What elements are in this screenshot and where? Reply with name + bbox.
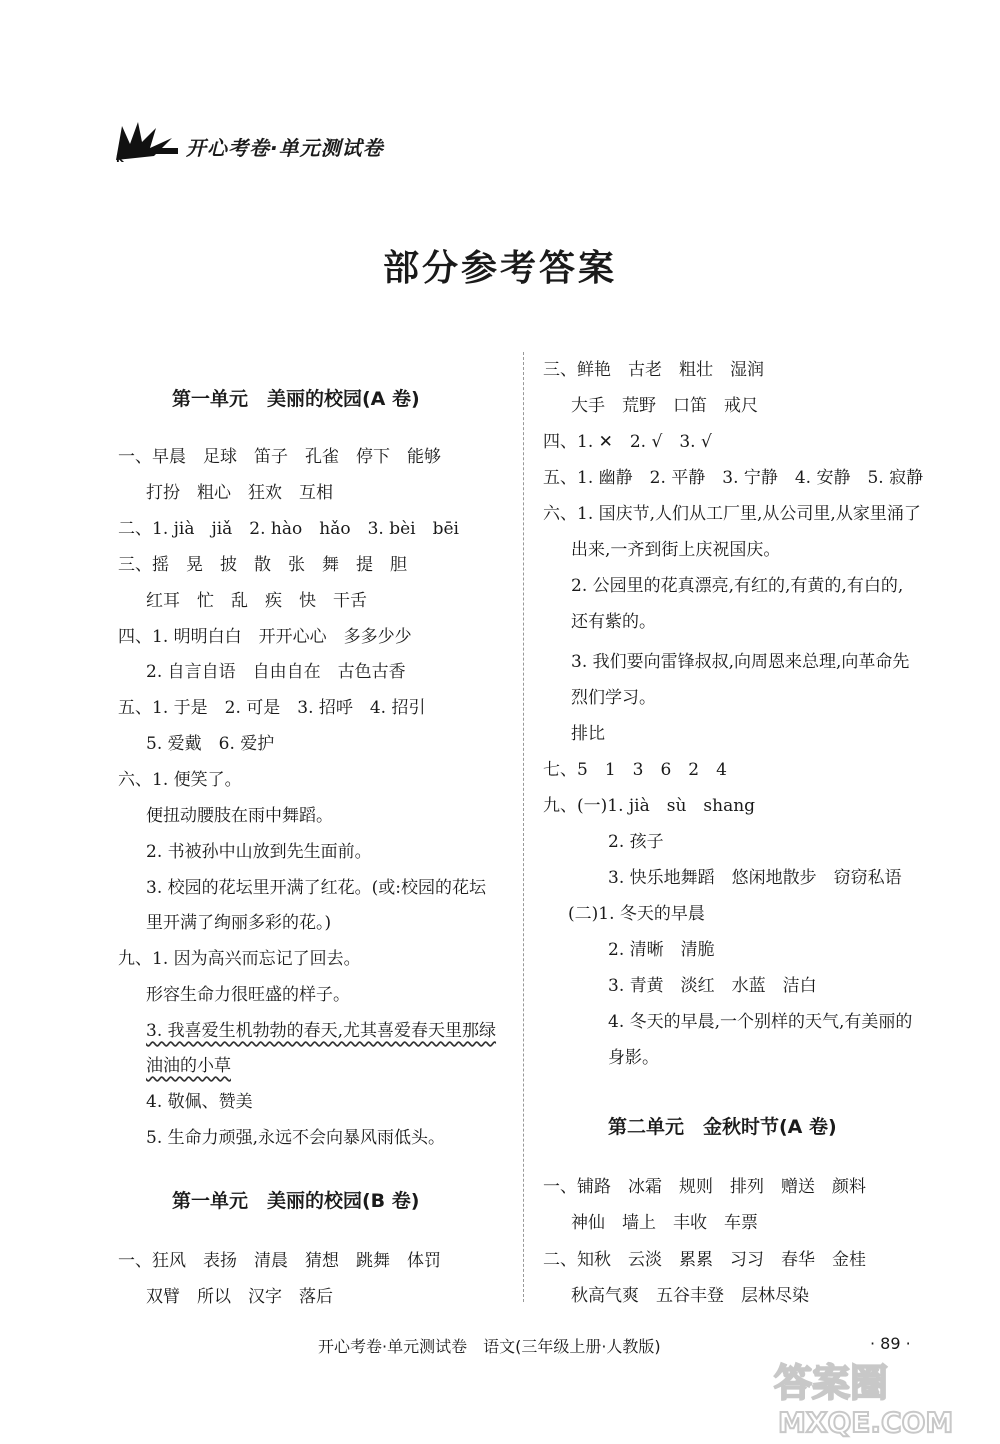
answer-line: 大手 荒野 口笛 戒尺	[571, 396, 758, 416]
answer-line: 2. 书被孙中山放到先生面前。	[146, 842, 372, 862]
answer-line: 一、铺路 冰霜 规则 排列 赠送 颜料	[543, 1177, 866, 1197]
section-heading-unit1-b: 第一单元 美丽的校园(B 卷)	[172, 1190, 420, 1212]
answer-line: 5. 生命力顽强,永远不会向暴风雨低头。	[146, 1128, 446, 1148]
answer-line: 2. 自言自语 自由自在 古色古香	[146, 662, 406, 682]
answer-line: 形容生命力很旺盛的样子。	[146, 985, 350, 1005]
answer-line: 里开满了绚丽多彩的花。)	[146, 913, 332, 933]
answer-line: 神仙 墙上 丰收 车票	[571, 1213, 758, 1233]
header-title: 开心考卷·单元测试卷	[186, 136, 384, 160]
section-heading-unit1-a: 第一单元 美丽的校园(A 卷)	[172, 388, 420, 410]
answer-line: 3. 快乐地舞蹈 悠闲地散步 窃窃私语	[608, 868, 902, 888]
answer-line: 还有紫的。	[571, 612, 656, 632]
answer-line: 九、(一)1. jià sù shang	[543, 796, 756, 816]
footer-text: 开心考卷·单元测试卷 语文(三年级上册·人教版)	[318, 1337, 661, 1356]
answer-line: 4. 敬佩、赞美	[146, 1092, 253, 1112]
answer-line: 六、1. 国庆节,人们从工厂里,从公司里,从家里涌了	[543, 504, 921, 524]
answer-line: 四、1. 明明白白 开开心心 多多少少	[118, 627, 412, 647]
page-title: 部分参考答案	[382, 248, 617, 289]
answer-line: 烈们学习。	[571, 688, 656, 708]
section-heading-unit2-a: 第二单元 金秋时节(A 卷)	[608, 1116, 837, 1138]
answer-line: 3. 青黄 淡红 水蓝 洁白	[608, 976, 817, 996]
answer-line: 打扮 粗心 狂欢 互相	[146, 483, 333, 503]
page-number: · 89 ·	[870, 1334, 911, 1353]
answer-line: 五、1. 于是 2. 可是 3. 招呼 4. 招引	[118, 698, 426, 718]
answer-line: (二)1. 冬天的早晨	[568, 904, 705, 924]
watermark-text-cn: 答案圈	[774, 1361, 889, 1405]
answer-line: 五、1. 幽静 2. 平静 3. 宁静 4. 安静 5. 寂静	[543, 468, 924, 488]
answer-line: 2. 公园里的花真漂亮,有红的,有黄的,有白的,	[571, 576, 904, 596]
answer-line: 七、5 1 3 6 2 4	[543, 760, 727, 780]
brand-logo	[112, 118, 192, 164]
answer-line: 六、1. 便笑了。	[118, 770, 242, 790]
watermark-logo	[760, 1352, 990, 1438]
answer-line: 2. 清晰 清脆	[608, 940, 715, 960]
answer-line: 三、鲜艳 古老 粗壮 湿润	[543, 360, 764, 380]
answer-line: 红耳 忙 乱 疾 快 干舌	[146, 591, 367, 611]
watermark-text-url: MXQE.COM	[778, 1406, 954, 1438]
answer-line: 便扭动腰肢在雨中舞蹈。	[146, 806, 333, 826]
answer-line: 三、摇 晃 披 散 张 舞 提 胆	[118, 555, 407, 575]
answer-line: 4. 冬天的早晨,一个别样的天气,有美丽的	[608, 1012, 913, 1032]
column-divider	[523, 352, 524, 1302]
answer-line: 出来,一齐到街上庆祝国庆。	[571, 540, 781, 560]
svg-text:K: K	[116, 154, 124, 164]
answer-line: 2. 孩子	[608, 832, 664, 852]
answer-line: 3. 校园的花坛里开满了红花。(或:校园的花坛	[146, 878, 486, 898]
answer-line: 二、1. jià jiǎ 2. hào hǎo 3. bèi bēi	[118, 519, 459, 539]
answer-line-underlined: 油油的小草	[146, 1056, 231, 1076]
answer-line: 身影。	[608, 1048, 659, 1068]
answer-line: 一、狂风 表扬 清晨 猜想 跳舞 体罚	[118, 1251, 441, 1271]
answer-line: 九、1. 因为高兴而忘记了回去。	[118, 949, 361, 969]
answer-line: 一、早晨 足球 笛子 孔雀 停下 能够	[118, 447, 441, 467]
answer-line: 5. 爱戴 6. 爱护	[146, 734, 275, 754]
answer-line: 排比	[571, 724, 605, 744]
answer-line: 二、知秋 云淡 累累 习习 春华 金桂	[543, 1250, 866, 1270]
answer-line-underlined: 3. 我喜爱生机勃勃的春天,尤其喜爱春天里那绿	[146, 1021, 497, 1041]
answer-line: 3. 我们要向雷锋叔叔,向周恩来总理,向革命先	[571, 652, 910, 672]
answer-line: 四、1. ✕ 2. √ 3. √	[543, 432, 712, 452]
answer-line: 双臂 所以 汉字 落后	[146, 1287, 333, 1307]
answer-line: 秋高气爽 五谷丰登 层林尽染	[571, 1286, 809, 1306]
